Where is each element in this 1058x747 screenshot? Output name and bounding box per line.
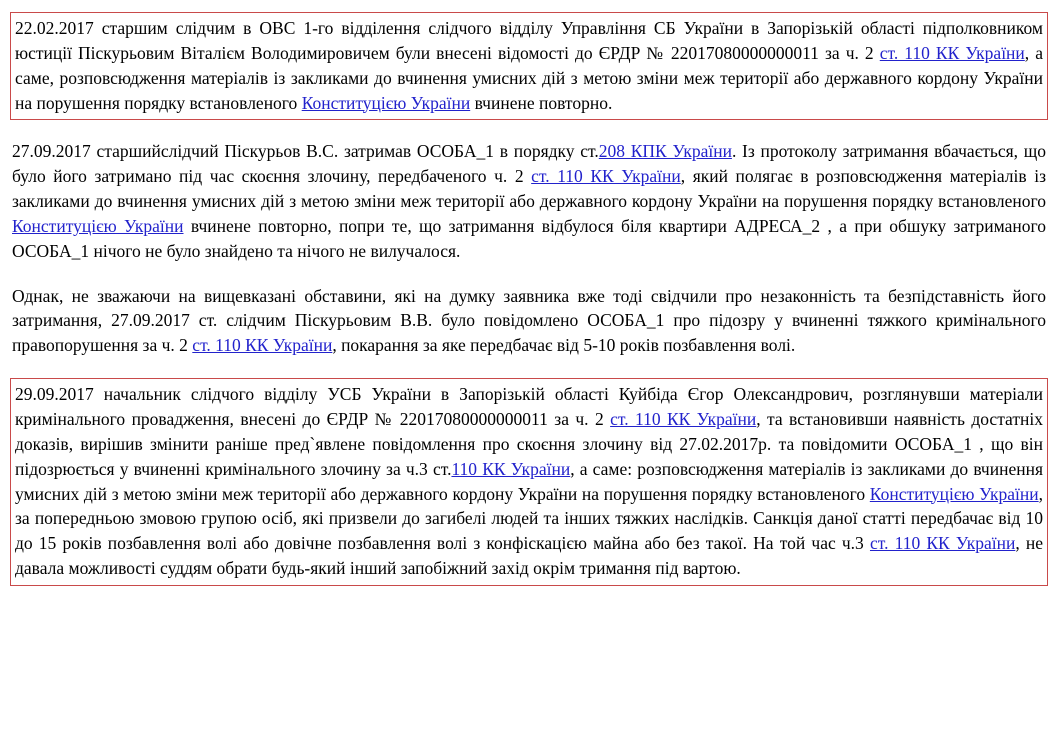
paragraph-text: вчинене повторно, попри те, що затримання відбулося біля квартири АДРЕСА_2 , а при обшуку затриманого ОСОБА_1 нічого не було знайдено та нічого не вилучалося. (12, 215, 1046, 261)
paragraph-text: 27.09.2017 старшийслідчий Піскурьов В.С. затримав ОСОБА_1 в порядку ст. (12, 141, 599, 162)
paragraph-text: , покарання за яке передбачає від 5-10 років позбавлення волі. (332, 335, 796, 356)
paragraph-text: , за попередньою змовою групою осіб, які призвели до загибелі людей та інших тяжких наслідків. Санкція даної статті передбачає від 10 до 15 років позбавлення волі або довічне позбавлення волі з конфіскацією майна або без такої. На той час ч.3 (15, 483, 1043, 554)
highlighted-paragraph (10, 12, 1048, 120)
legal-reference-link[interactable]: Конституцією України (869, 483, 1039, 504)
legal-reference-link[interactable]: 110 КК України (451, 458, 571, 479)
paragraph-text: . Із протоколу затримання вбачається, що було його затримано під час скоєння злочину, передбаченого ч. 2 (12, 141, 1046, 187)
legal-reference-link[interactable]: ст. 110 КК України (192, 335, 333, 356)
legal-reference-link[interactable]: ст. 110 КК України (531, 166, 681, 187)
paragraph-text: , який полягає в розповсюдження матеріалів із закликами до вчинення умисних дій з метою зміни меж території або державного кордону України на порушення порядку встановленого (12, 166, 1046, 212)
highlighted-paragraph (10, 378, 1048, 586)
legal-reference-link[interactable]: ст. 110 КК України (869, 533, 1016, 554)
paragraph-text: , а саме, розповсюдження матеріалів із закликами до вчинення умисних дій з метою зміни меж території або державного кордону України на порушення порядку встановленого (15, 42, 1043, 113)
paragraph-text: вчинене повторно. (470, 92, 613, 113)
legal-reference-link[interactable]: 208 КПК України (598, 141, 732, 162)
paragraph-text: 29.09.2017 начальник слідчого відділу УСБ України в Запорізькій області Куйбіда Єгор Олександрович, розглянувши матеріали кримінального провадження, внесені до ЄРДР № 22017080000000011 за ч. 2 (15, 384, 1043, 429)
paragraph-text: , та встановивши наявність достатніх доказів, вирішив змінити раніше пред`явлене повідомлення про скоєння злочину від 27.02.2017р. та повідомити ОСОБА_1 , що він підозрюється у вчиненні кримінального злочину за ч.3 ст. (15, 408, 1043, 479)
legal-reference-link[interactable]: ст. 110 КК України (879, 42, 1025, 63)
paragraph-text: Однак, не зважаючи на вищевказані обставини, які на думку заявника вже тоді свідчили про незаконність та безпідставність його затримання, 27.09.2017 ст. слідчим Піскурьовим В.В. було повідомлено ОСОБА_1 про підозру у вчиненні тяжкого кримінального правопорушення за ч. 2 (12, 285, 1046, 356)
paragraph-text: 22.02.2017 старшим слідчим в ОВС 1-го відділення слідчого відділу Управління СБ України в Запорізькій області підполковником юстиції Піскурьовим Віталієм Володимировичем були внесені відомості до ЄРДР № 22017080000000011 за ч. 2 (15, 18, 1043, 63)
document-body (10, 12, 1048, 586)
legal-reference-link[interactable]: Конституцією України (12, 215, 184, 236)
paragraph (10, 284, 1048, 359)
legal-reference-link[interactable]: Конституцією України (301, 92, 471, 113)
paragraph (10, 139, 1048, 263)
paragraph-text: , не давала можливості суддям обрати будь-який інший запобіжний захід окрім тримання під вартою. (15, 533, 1043, 579)
legal-reference-link[interactable]: ст. 110 КК України (610, 408, 757, 429)
paragraph-text: , а саме: розповсюдження матеріалів із закликами до вчинення умисних дій з метою зміни меж території або державного кордону України на порушення порядку встановленого (15, 458, 1043, 504)
